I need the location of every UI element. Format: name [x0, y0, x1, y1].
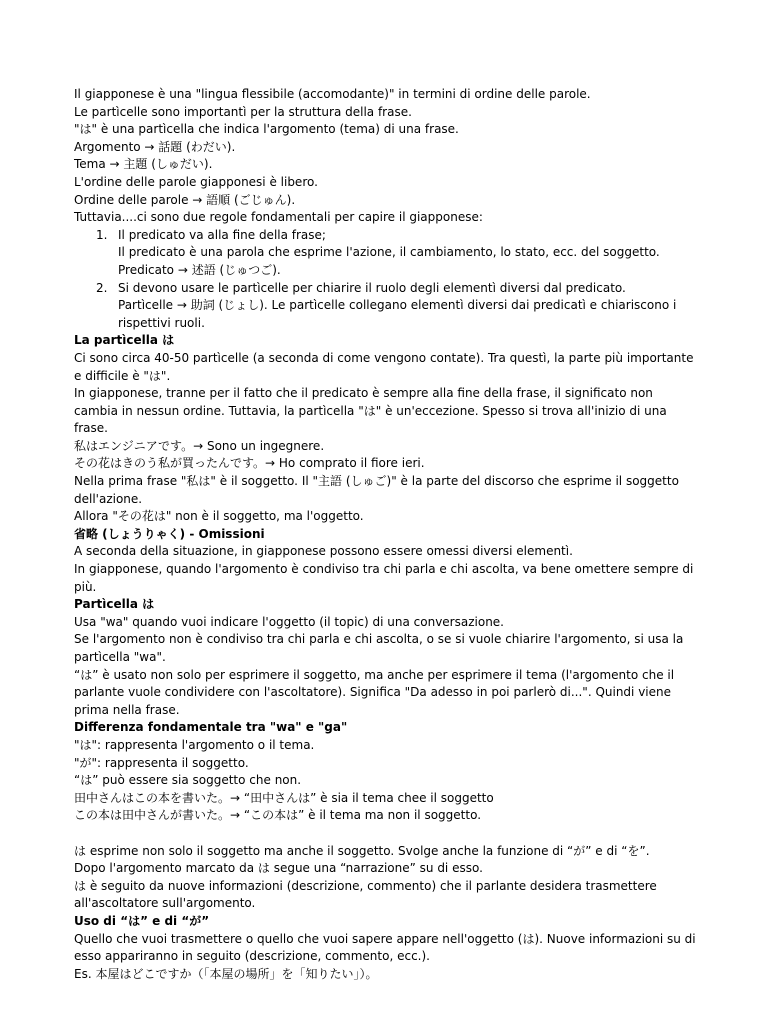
section-heading-japanese: 省略 (しょうりゃく) — [74, 526, 186, 541]
paragraph: Quello che vuoi trasmettere o quello che vuoi sapere appare nell'oggetto (は). Nuove informazioni su di esso appariranno in seguito (descrizione, commento, ecc.). — [74, 931, 696, 964]
rule-line: Partìcelle → 助詞 (じょし). Le partìcelle collegano elementì diversi dai predicatì e chiariscono i rispettivi ruoli. — [118, 298, 677, 330]
section-heading: Differenza fondamentale tra "wa" e "ga" — [74, 720, 348, 735]
section-particella-wa — [74, 332, 698, 526]
document-page — [74, 86, 698, 983]
rule-item — [74, 280, 698, 333]
intro-line: Il giapponese è una "lingua flessibile (accomodante)" in termini di ordine delle parole. — [74, 87, 591, 101]
intro-line: "は" è una partìcella che indica l'argomento (tema) di una frase. — [74, 122, 459, 137]
intro-line: Le partìcelle sono importantì per la struttura della frase. — [74, 104, 412, 119]
section-uso — [74, 913, 698, 983]
section-heading — [74, 526, 698, 544]
rule-line: Si devono usare le partìcelle per chiarire il ruolo degli elementì diversi dal predicato. — [118, 280, 626, 295]
example-sentence: この本は田中さんが書いた。→ “この本は” è il tema ma non il soggetto. — [74, 808, 482, 823]
section-particella — [74, 596, 698, 719]
intro-line: L'ordine delle parole giapponesi è libero. — [74, 174, 318, 189]
rule-line: Il predicato è una parola che esprime l'azione, il cambiamento, lo stato, ecc. del soggetto. — [118, 245, 660, 260]
paragraph: Se l'argomento non è condiviso tra chi parla e chi ascolta, o se si vuole chiarire l'argomento, si usa la partìcella "wa". — [74, 632, 684, 664]
section-omissioni — [74, 526, 698, 596]
rule-line: Predicato → 述語 (じゅつご). — [118, 262, 281, 277]
paragraph: In giapponese, tranne per il fatto che il predicato è sempre alla fine della frase, il significato non cambia in nessun ordine. Tuttavia, la partìcella "は" è un'eccezione. Spesso si trova all'inizio di una frase. — [74, 386, 667, 436]
paragraph: "が": rappresenta il soggetto. — [74, 755, 249, 770]
section-after-gap — [74, 843, 698, 913]
section-heading: La partìcella は — [74, 333, 175, 348]
section-heading-suffix: - Omissioni — [185, 526, 265, 541]
paragraph: In giapponese, quando l'argomento è condiviso tra chi parla e chi ascolta, va bene omettere sempre di più. — [74, 562, 694, 594]
paragraph: Usa "wa" quando vuoi indicare l'oggetto (il topic) di una conversazione. — [74, 614, 504, 629]
paragraph: は esprime non solo il soggetto ma anche il soggetto. Svolge anche la funzione di “が” e di “を”. — [74, 843, 650, 858]
section-heading: Uso di “は” e di “が” — [74, 913, 210, 928]
rules-list — [74, 227, 698, 333]
rule-number: 2. — [96, 280, 108, 295]
blank-line — [74, 825, 698, 843]
paragraph: A seconda della situazione, in giapponese possono essere omessi diversi elementì. — [74, 544, 573, 559]
section-differenza — [74, 719, 698, 825]
paragraph: Nella prima frase "私は" è il soggetto. Il "主語 (しゅご)" è la parte del discorso che esprime il soggetto dell'azione. — [74, 474, 679, 506]
example-sentence: 田中さんはこの本を書いた。→ “田中さんは” è sia il tema chee il soggetto — [74, 790, 494, 805]
intro-line: Ordine delle parole → 語順 (ごじゅん). — [74, 192, 296, 207]
intro-line: Tema → 主題 (しゅだい). — [74, 157, 213, 172]
rule-number: 1. — [96, 227, 108, 242]
paragraph: Allora "その花は" non è il soggetto, ma l'oggetto. — [74, 509, 364, 524]
example-sentence: その花はきのう私が買ったんです。→ Ho comprato il fiore ieri. — [74, 456, 425, 471]
paragraph: Ci sono circa 40-50 partìcelle (a seconda di come vengono contate). Tra questì, la parte più importante e difficile è "は". — [74, 350, 694, 383]
example-sentence: 私はエンジニアです。→ Sono un ingegnere. — [74, 438, 325, 453]
paragraph: "は": rappresenta l'argomento o il tema. — [74, 737, 315, 752]
paragraph: “は” è usato non solo per esprimere il soggetto, ma anche per esprimere il tema (l'argomento che il parlante vuole condividere con l'ascoltatore). Significa "Da adesso in poi parlerò di...". Quindi viene prima nella frase. — [74, 667, 675, 717]
intro-line: Argomento → 話題 (わだい). — [74, 139, 236, 154]
rule-item — [74, 227, 698, 280]
paragraph: “は” può essere sia soggetto che non. — [74, 773, 302, 788]
paragraph: Dopo l'argomento marcato da は segue una “narrazione” su di esso. — [74, 861, 483, 876]
rule-line: Il predicato va alla fine della frase; — [118, 227, 326, 242]
example-sentence: Es. 本屋はどこですか（「本屋の場所」を「知りたい」）。 — [74, 966, 378, 981]
intro-block — [74, 86, 698, 227]
paragraph: は è seguito da nuove informazioni (descrizione, commento) che il parlante desidera trasmettere all'ascoltatore sull'argomento. — [74, 878, 657, 911]
section-heading: Partìcella は — [74, 597, 155, 612]
intro-line: Tuttavia....ci sono due regole fondamentali per capire il giapponese: — [74, 210, 483, 225]
